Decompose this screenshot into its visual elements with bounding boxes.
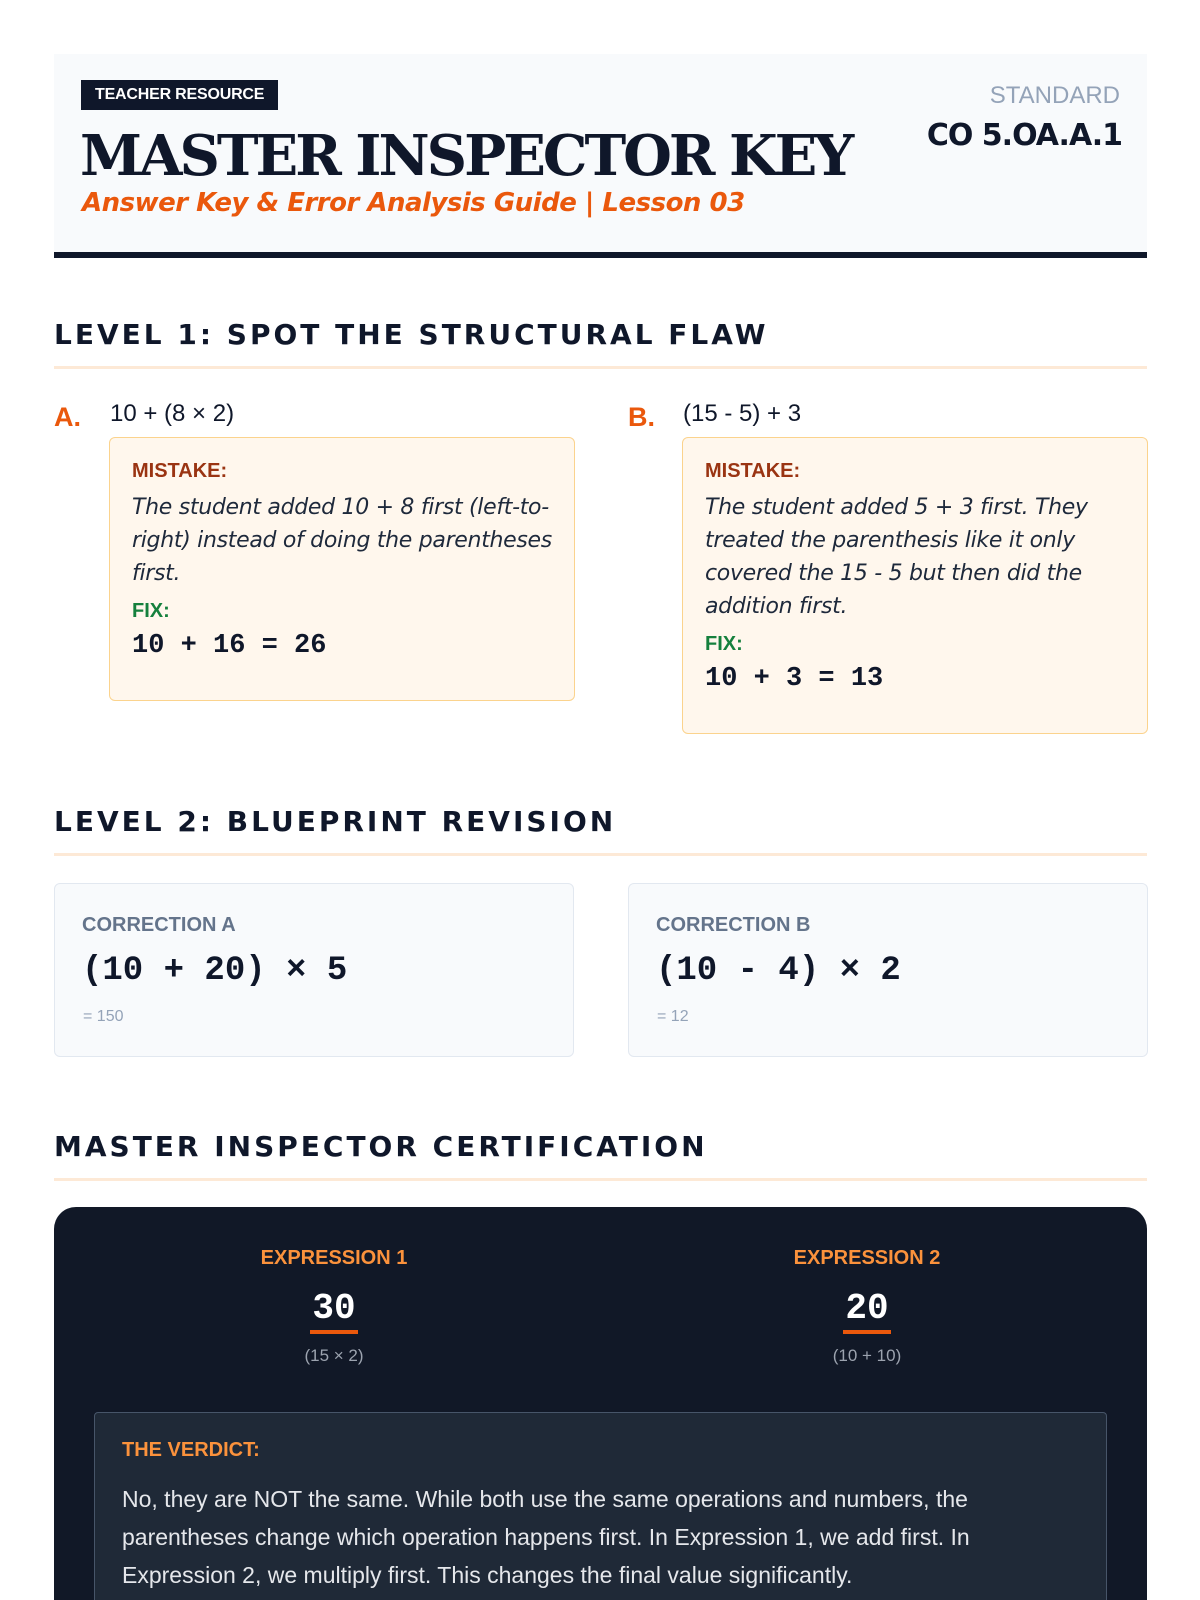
item-b-expression: (15 - 5) + 3 [683,400,802,427]
item-b-mistake-text: The student added 5 + 3 first. They treated the parenthesis like it only covered the 15 - 5 but then did the addition first. [705,495,1088,619]
expression-1-note: (15 × 2) [304,1346,364,1365]
correction-b-expression: (10 - 4) × 2 [656,952,901,990]
item-a-fix-value: 10 + 16 = 26 [132,631,327,661]
expression-2-label: EXPRESSION 2 [793,1247,941,1269]
expression-2-value: 20 [843,1290,890,1334]
expression-2-note: (10 + 10) [832,1346,902,1365]
correction-b-label: CORRECTION B [656,914,811,936]
verdict-box [94,1412,1107,1600]
expression-1-label: EXPRESSION 1 [260,1247,408,1269]
item-b-fix-value: 10 + 3 = 13 [705,664,884,694]
page-header [54,54,1147,258]
item-b-fix-label: FIX: [705,633,743,655]
item-b-letter: B. [628,402,655,432]
correction-b-result: = 12 [657,1008,689,1025]
certification-panel [54,1207,1147,1600]
item-a-letter: A. [54,402,81,432]
item-a-analysis-box [109,437,575,701]
certification-heading: MASTER INSPECTOR CERTIFICATION [54,1130,708,1163]
level1-divider [54,366,1147,369]
page-title: MASTER INSPECTOR KEY [80,123,852,189]
expression-1-value: 30 [310,1290,357,1334]
verdict-text: No, they are NOT the same. While both use the same operations and numbers, the parentheses change which operation happens first. In Expression 1, we add first. In Expression 2, we multiply first. This changes the final value significantly. [122,1486,970,1588]
item-a-fix-label: FIX: [132,600,170,622]
verdict-label: THE VERDICT: [122,1439,260,1461]
correction-b-card [628,883,1148,1057]
teacher-resource-badge: TEACHER RESOURCE [81,80,278,110]
certification-divider [54,1178,1147,1181]
expression-2-column [717,1247,1017,1366]
correction-a-label: CORRECTION A [82,914,236,936]
item-b-mistake-label: MISTAKE: [705,460,801,482]
item-a-expression: 10 + (8 × 2) [110,400,235,427]
standard-code: CO 5.OA.A.1 [926,118,1122,153]
correction-a-card [54,883,574,1057]
level2-heading: LEVEL 2: BLUEPRINT REVISION [54,805,617,838]
level1-heading: LEVEL 1: SPOT THE STRUCTURAL FLAW [54,318,769,351]
correction-a-expression: (10 + 20) × 5 [82,952,348,990]
expression-1-column [184,1247,484,1366]
item-b-analysis-box [682,437,1148,734]
item-a-mistake-label: MISTAKE: [132,460,228,482]
page-subtitle: Answer Key & Error Analysis Guide | Lesson 03 [82,188,745,218]
item-a-mistake-text: The student added 10 + 8 first (left-to-right) instead of doing the parentheses first. [132,495,552,586]
correction-a-result: = 150 [83,1008,124,1025]
level2-divider [54,853,1147,856]
standard-label: STANDARD [989,82,1120,109]
